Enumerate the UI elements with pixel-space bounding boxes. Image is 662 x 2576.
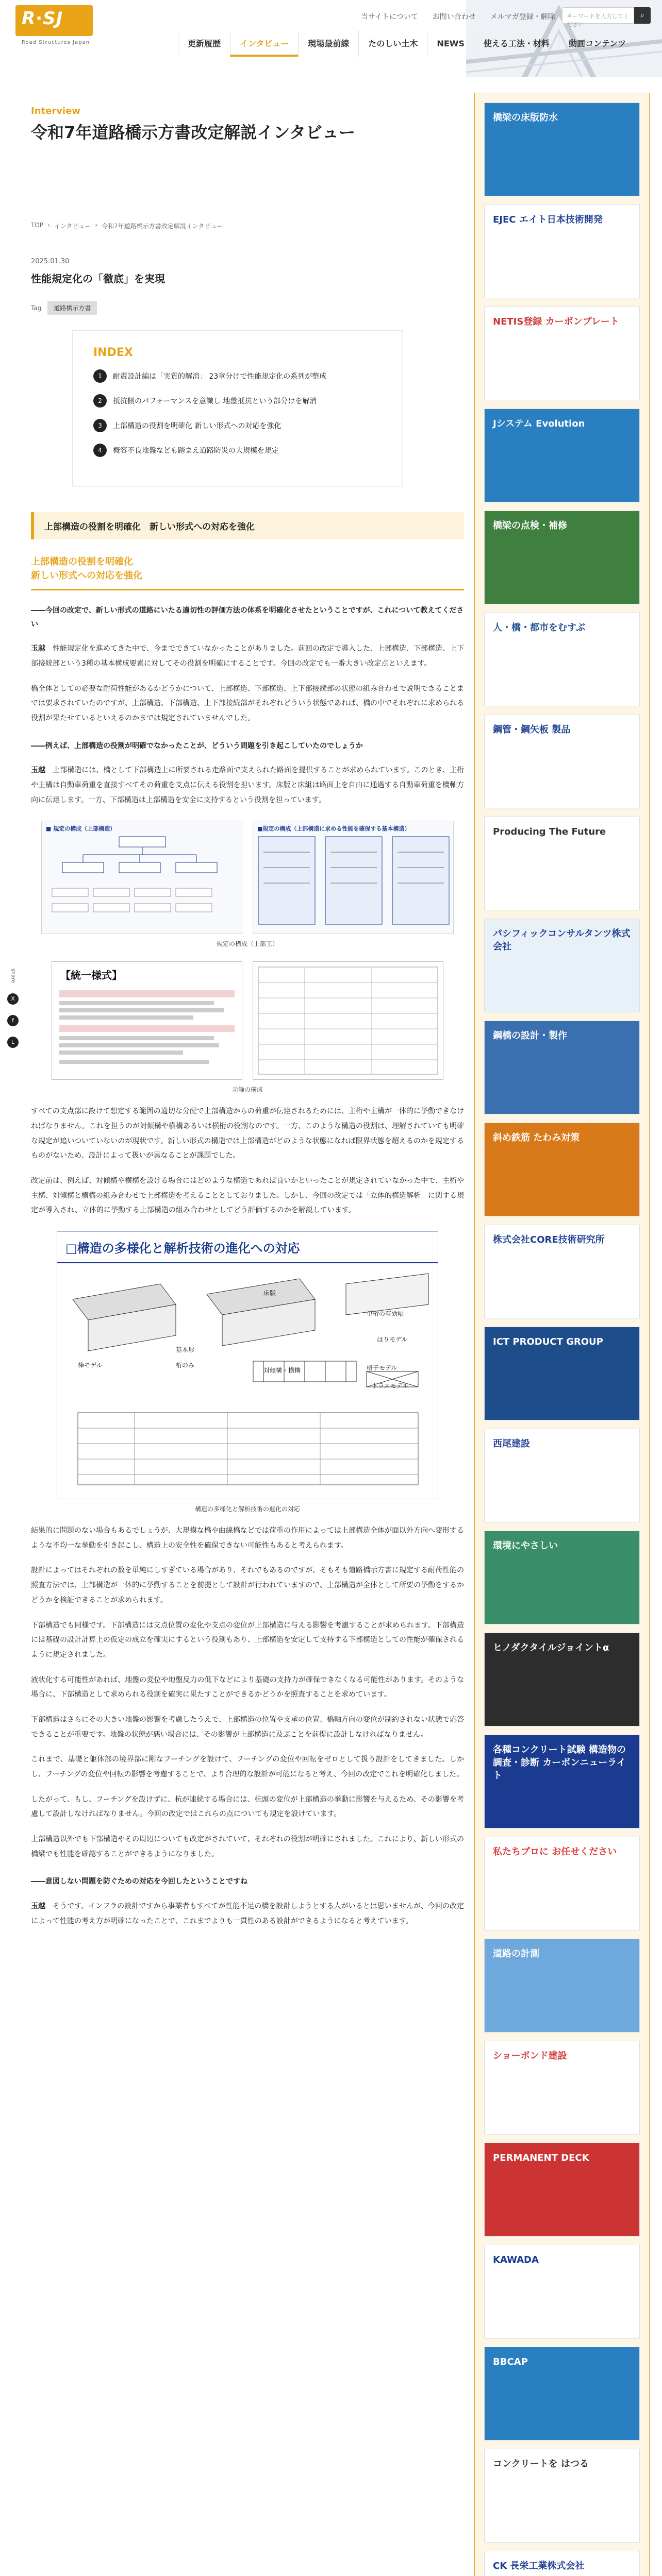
sidebar-ad-banner[interactable] [484, 817, 640, 910]
sidebar-ad-text: 橋梁の点検・補修 [493, 520, 567, 531]
x-icon[interactable]: X [7, 993, 19, 1005]
sidebar-ad-banner[interactable] [484, 2347, 640, 2441]
sidebar-ad-text: ショーボンド建設 [493, 2050, 567, 2061]
sidebar-ad-text: 斜め鉄筋 たわみ対策 [493, 1132, 580, 1143]
diagram-title: ■規定の構成（上部構造に求める性能を確保する基本構造） [257, 825, 410, 833]
diagram-label: 棒モデル [78, 1362, 103, 1369]
structure-diagram [57, 1231, 438, 1499]
index-item[interactable] [93, 369, 381, 383]
tag-list [31, 301, 464, 315]
logo-text: R∙SJ [22, 8, 63, 29]
top-links [361, 11, 555, 22]
main-nav [178, 31, 635, 57]
paragraph: したがって、もし、フーチングを設けずに、杭が連続する場合には、杭頭の変位が上部構造の挙動に影響を与えるため、その影響を考慮して設計しなければなりません。今回の改定ではこれらの点についても規定を設けています。 [31, 1795, 464, 1819]
diagram-label: 基本形 [176, 1346, 195, 1354]
nav-item-videos[interactable]: 動画コンテンツ [559, 31, 635, 57]
sidebar-ad-banner[interactable] [484, 1531, 640, 1624]
sidebar-ad-text: BBCAP [493, 2357, 528, 2367]
sidebar-ad-banner[interactable] [484, 1021, 640, 1114]
search-icon[interactable]: ⌕ [634, 7, 651, 24]
sidebar-ad-banner[interactable] [484, 1939, 640, 2032]
site-logo[interactable] [15, 5, 93, 45]
tag-label: Tag [31, 304, 42, 312]
sidebar-ad-banner[interactable] [484, 1225, 640, 1318]
answer-text: 上部構造には、橋として下部構造上に所要される走路面で支えられた路面を提供することが求められています。このとき、主桁や主構は自動車荷重を直接すべてその荷重を支点に伝える役割を担います。床版と床組は路面上を自由に通過する自動車荷重を橋軸方向に伝達します。一方、下部構造は上部構造を安全に支持するという役割を担っています。 [31, 766, 464, 804]
diagram-label: はりモデル [377, 1336, 408, 1344]
diagram-left [41, 821, 242, 934]
article-subtitle: 性能規定化の「徹底」を実現 [31, 273, 165, 285]
sidebar-ad-text: 鋼橋の設計・製作 [493, 1030, 567, 1041]
diagram-title: ■ 規定の構成（上部構造） [46, 825, 116, 833]
sidebar-ad-banner[interactable] [484, 1735, 640, 1828]
nav-item-frontline[interactable]: 現場最前線 [298, 31, 358, 57]
answer-text: そうです。インフラの設計ですから事業者もすべてが性能不足の橋を設計しようとする人がいるとは思いませんが、今回の改定によって性能の考え方が明確になったことで、これまでよりも一貫性のある設計ができるようになると考えています。 [31, 1902, 465, 1925]
index-number: 3 [93, 419, 107, 432]
diagram-right [253, 821, 454, 934]
sidebar-ad-banner[interactable] [484, 613, 640, 706]
share-label: share [10, 969, 16, 983]
sidebar-ad-banner[interactable] [484, 2245, 640, 2338]
index-item[interactable] [93, 419, 381, 432]
facebook-icon[interactable]: f [7, 1015, 19, 1026]
breadcrumb-interview[interactable]: インタビュー [54, 223, 91, 230]
section-heading: 上部構造の役割を明確化 新しい形式への対応を強化 [31, 512, 464, 539]
sidebar-ad-banner[interactable] [484, 103, 640, 196]
top-link-contact[interactable]: お問い合わせ [432, 13, 476, 21]
answer-paragraph [31, 1899, 464, 1928]
breadcrumb [31, 222, 223, 230]
index-item-text: 上部構造の役割を明確化 新しい形式への対応を強化 [113, 422, 282, 430]
page-title-block [31, 106, 454, 143]
paragraph: 橋全体としての必要な耐荷性能があるかどうかについて、上部構造、下部構造、上下部接続部の状態の組み合わせで説明できることまでは要求されていたのですが、上部構造、下部構造、上下部接続部がそれぞれどういう状態であれば、橋の中でそれぞれに求められる役割が果たせているといえるのかまでは規定されていませんでした。 [31, 684, 464, 722]
sidebar-ad-text: Jシステム Evolution [493, 418, 585, 429]
figure-caption: 示論の構成 [231, 1086, 263, 1094]
sidebar-ad-text: 私たちプロに お任せください [493, 1846, 617, 1857]
site-header [0, 0, 662, 77]
sub-heading: 上部構造の役割を明確化 新しい形式への対応を強化 [31, 555, 464, 590]
sidebar-ads [474, 93, 650, 2576]
top-link-newsletter[interactable]: メルマガ登録・解除 [490, 13, 555, 21]
paragraph: 結果的に問題のない場合もあるでしょうが、大規模な橋や曲線橋などでは荷重の作用によっては上部構造全体が面以外方向へ変形するような不均一な挙動を引き起こし、構造上の安全性を確保できない可能性もあると考えられます。 [31, 1527, 464, 1550]
sidebar-ad-banner[interactable] [484, 1633, 640, 1726]
nav-item-methods[interactable]: 使える工法・材料 [474, 31, 559, 57]
sidebar-ad-banner[interactable] [484, 1429, 640, 1522]
index-number: 2 [93, 394, 107, 408]
sidebar-ad-banner[interactable] [484, 205, 640, 298]
figure-document-structure[interactable] [31, 961, 464, 1094]
search-input[interactable]: キーワードを入力してください [562, 7, 634, 24]
breadcrumb-separator: › [95, 222, 98, 229]
sidebar-ad-text: 環境にやさしい [493, 1540, 558, 1551]
breadcrumb-current: 令和7年道路橋示方書改定解説インタビュー [102, 223, 223, 230]
sidebar-ad-banner[interactable] [484, 1327, 640, 1420]
index-title: INDEX [93, 346, 133, 359]
nav-item-updates[interactable]: 更新履歴 [178, 31, 230, 57]
paragraph: 液状化する可能性があれば、地盤の変位や地盤反力の低下などにより基礎の支持力が確保できなくなる可能性があります。そのような場合に、下部構造として求められる役割を確実に果たすことができるかどうかを照査することを求めています。 [31, 1675, 464, 1699]
diagram-label: 格子モデル [367, 1364, 398, 1372]
figure-title: □構造の多様化と解析技術の進化への対応 [57, 1232, 438, 1263]
interview-question: ――意図しない問題を防ぐための対応を今回したということですね [31, 1877, 247, 1886]
sidebar-ad-banner[interactable] [484, 1837, 640, 1930]
nav-item-news[interactable]: NEWS [427, 31, 474, 57]
article-date: 2025.01.30 [31, 258, 70, 265]
sidebar-ad-text: 西尾建設 [493, 1438, 530, 1449]
sidebar-ad-banner[interactable] [484, 1123, 640, 1216]
sidebar-ad-text: 橋梁の床版防水 [493, 112, 558, 123]
paragraph: 改定前は、例えば、対傾構や横構を設ける場合にはどのような構造であれば良いかといったことが規定されていなかった中で、主桁や主構、対傾構と横構の組み合わせで上部構造を考えることとしておりました。しかし、今回の改定では「立体的構造解析」に関する規定が導入され、立体的に挙動する上部構造の組み合わせとしてどう評価するのかを解説しています。 [31, 1177, 464, 1215]
speaker-name: 玉越 [31, 1902, 46, 1911]
sidebar-ad-text: EJEC エイト日本技術開発 [493, 214, 603, 225]
paragraph: 下部構造はさらにその大きい地盤の影響を考慮したうえで、上部構造の位置や支承の位置、橋軸方向の変位が制約されない状態で応答できることが重要です。地盤の状態が悪い場合には、その影響が上部構造に及ぶことを前提に設計しなければなりません。 [31, 1715, 464, 1739]
speaker-name: 玉越 [31, 645, 46, 653]
sidebar-ad-text: ICT PRODUCT GROUP [493, 1336, 603, 1347]
paragraph: 設計によってはそれぞれの数を単純にしすぎている場合があり、それでもあるのですが、そもそも道路橋示方書に規定する耐荷性能の照査方法では、上部構造が一体的に挙動することを前提として設計が行われていますので、上部構造が全体として所要の挙動をするかどうかを検証できることが求められます。 [31, 1566, 464, 1604]
figure-regulation-structure[interactable] [31, 821, 464, 948]
sidebar-ad-text: ヒノダクタイルジョイントα [493, 1642, 609, 1653]
nav-item-fun-civil[interactable]: たのしい土木 [358, 31, 427, 57]
index-box [72, 330, 402, 486]
answer-paragraph [31, 763, 464, 807]
share-bar [7, 969, 19, 1048]
diagram-label: 床版 [263, 1290, 276, 1297]
sidebar-ad-banner[interactable] [484, 2041, 640, 2134]
sidebar-ad-banner[interactable] [484, 2551, 640, 2576]
index-item-text: 耐震設計編は「実質的解消」 23章分けで性能規定化の系列が整成 [113, 372, 327, 381]
answer-paragraph [31, 641, 464, 671]
sidebar-ad-banner[interactable] [484, 715, 640, 808]
index-number: 4 [93, 444, 107, 457]
sidebar-ad-text: 鋼管・鋼矢板 製品 [493, 724, 571, 735]
interview-question: ――例えば、上部構造の役割が明確でなかったことが、どういう問題を引き起こしていたのでしょうか [31, 741, 363, 750]
sidebar-ad-text: NETIS登録 カーボンプレート [493, 316, 619, 327]
sidebar-ad-text: 株式会社CORE技術研究所 [493, 1234, 605, 1245]
sidebar-ad-text: 道路の計測 [493, 1948, 539, 1959]
sidebar-ad-text: コンクリートを はつる [493, 2459, 589, 2469]
index-item-text: 抵抗側のパフォーマンスを意識し 地盤抵抗という部分けを解消 [113, 397, 317, 405]
sidebar-ad-text: KAWADA [493, 2255, 539, 2265]
diagram-flow-chart [253, 832, 453, 935]
document-lines-image [52, 988, 242, 1075]
document-title: 【統一様式】 [60, 969, 122, 982]
page-title: 令和7年道路橋示方書改定解説インタビュー [31, 123, 355, 142]
sidebar-ad-text: PERMANENT DECK [493, 2153, 589, 2163]
answer-text: 性能規定化を進めてきた中で、今までできていなかったことがありました。前回の改定で導入した、上部構造、下部構造、上下部接続部という3種の基本構成要素に対してその役割を明確にすることです。今回の改定でも一番大きい改定点といえます。 [31, 645, 465, 668]
tag[interactable]: 道路橋示方書 [47, 301, 97, 315]
article [31, 258, 464, 1928]
sidebar-ad-banner[interactable] [484, 307, 640, 400]
sidebar-ad-text: 人・橋・都市をむすぶ [493, 622, 586, 633]
figure-caption: 構造の多様化と解析技術の進化の対応 [194, 1505, 300, 1513]
sidebar-ad-text: パシフィックコンサルタンツ株式会社 [493, 928, 631, 953]
index-item[interactable] [93, 444, 381, 457]
sidebar-ad-banner[interactable] [484, 511, 640, 604]
diagram-label: 対傾構・横構 [263, 1367, 301, 1375]
document-sheet [52, 961, 242, 1080]
index-number: 1 [93, 369, 107, 383]
diagram-label: トラスモデル [372, 1382, 409, 1390]
sidebar-ad-banner[interactable] [484, 2449, 640, 2543]
diagram-label: 桁のみ [176, 1362, 195, 1369]
index-item[interactable] [93, 394, 381, 408]
figure-structure-diversification[interactable] [31, 1231, 464, 1513]
sidebar-ad-text: Producing The Future [493, 826, 606, 837]
document-sheet [253, 961, 443, 1080]
line-icon[interactable]: L [7, 1037, 19, 1048]
sidebar-ad-banner[interactable] [484, 2143, 640, 2236]
breadcrumb-top[interactable]: TOP [31, 222, 44, 229]
index-item-text: 概容不良地盤なども踏まえ道路防災の大規模を規定 [113, 447, 279, 455]
paragraph: すべての支点部に設けて想定する範囲の適切な分配で上部構造からの荷重が伝達されるためには、主桁や主構が一体的に挙動できなければなりません。これを担うのが対傾構や横構あるいは横桁の役割なのです。一方、このような構造の役割は、理解されていても明確な規定が追いついていないのが現状です。新しい形式の構造では上部構造がどのような状態になれば限界状態を超えるのかを規定するものがないため、設計によって扱いが異なることが課題でした。 [31, 1107, 464, 1160]
document-table-image [253, 962, 443, 1079]
diagram-label: 単桁の有効幅 [367, 1310, 404, 1318]
sidebar-ad-banner[interactable] [484, 409, 640, 502]
diagram-tree-chart [42, 832, 242, 935]
title-eyebrow: Interview [31, 106, 80, 116]
paragraph: 下部構造でも同様です。下部構造には支点位置の変化や支点の変位が上部構造に与える影響を考慮することが求められます。下部構造には基礎の設計計算上の仮定の成立を確実にするという役割もあり、上部構造を安定して支持する下部構造としての性能が確保されるように規定されました。 [31, 1621, 464, 1659]
speaker-name: 玉越 [31, 766, 46, 775]
interview-question: ――今回の改定で、新しい形式の道路にいたる適切性の評価方法の体系を明確化させたということですが、これについて教えてください [31, 606, 464, 629]
logo-tagline: Road Structures Japan [22, 40, 90, 45]
sidebar-ad-banner[interactable] [484, 919, 640, 1012]
breadcrumb-separator: › [47, 222, 50, 229]
paragraph: これまで、基礎と躯体部の境界部に剛なフーチングを設けて、フーチングの変位や回転をゼロとして扱う設計をしてきました。しかし、フーチングの変位や回転の影響を考慮することで、より合理的な設計が可能になると考え、今回の改定でこれを明確化しました。 [31, 1755, 464, 1779]
figure-caption: 規定の構成（上部工） [216, 940, 278, 948]
nav-item-interview[interactable]: インタビュー [230, 31, 298, 57]
paragraph: 上部構造以外でも下部構造やその周辺についても改定がされていて、それぞれの役割が明確にされました。これにより、新しい形式の橋梁でも性能を確認することができるようになりました。 [31, 1835, 464, 1858]
sidebar-ad-text: CK 長栄工業株式会社 [493, 2561, 585, 2571]
sidebar-ad-text: 各種コンクリート試験 構造物の調査・診断 カーボンニューライト [493, 1744, 626, 1782]
top-link-about[interactable]: 当サイトについて [361, 13, 418, 21]
